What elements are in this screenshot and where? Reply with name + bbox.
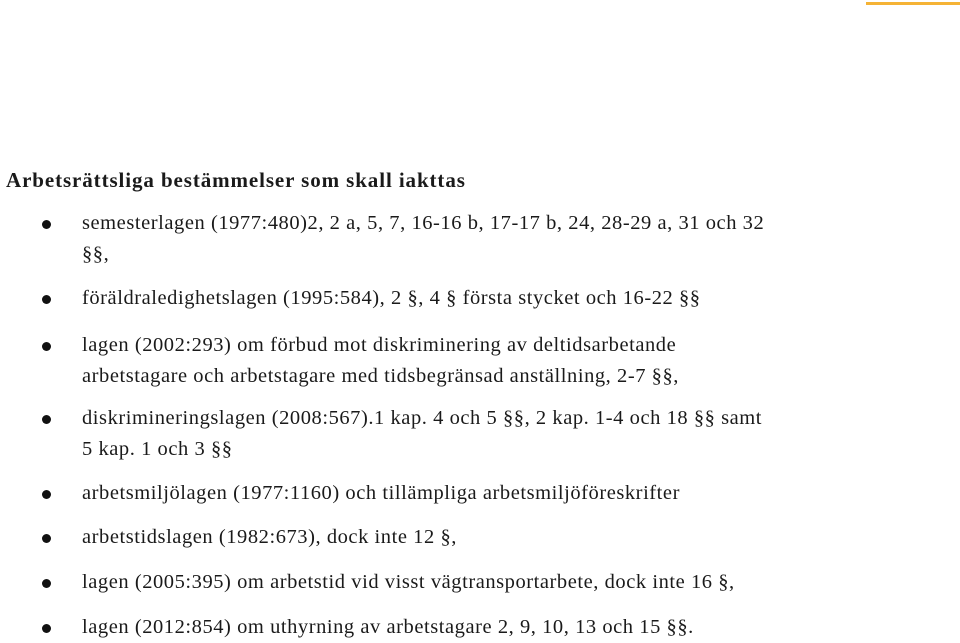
list-item-line: föräldraledighetslagen (1995:584), 2 §, 4 § första stycket och 16-22 §§: [82, 287, 701, 309]
list-item-line: arbetsmiljölagen (1977:1160) och tillämpliga arbetsmiljöföreskrifter: [82, 482, 680, 504]
section-heading: Arbetsrättsliga bestämmelser som skall iakttas: [6, 168, 466, 192]
bullet-icon: [42, 220, 51, 229]
bullet-icon: [42, 490, 51, 499]
top-accent-rule: [866, 2, 960, 5]
bullet-icon: [42, 624, 51, 633]
list-item-line: semesterlagen (1977:480)2, 2 a, 5, 7, 16-16 b, 17-17 b, 24, 28-29 a, 31 och 32: [82, 212, 765, 234]
list-item-line: lagen (2012:854) om uthyrning av arbetstagare 2, 9, 10, 13 och 15 §§.: [82, 616, 694, 638]
list-item-line: 5 kap. 1 och 3 §§: [82, 438, 233, 460]
bullet-icon: [42, 415, 51, 424]
bullet-icon: [42, 295, 51, 304]
bullet-icon: [42, 534, 51, 543]
bullet-icon: [42, 579, 51, 588]
list-item-line: arbetstagare och arbetstagare med tidsbegränsad anställning, 2-7 §§,: [82, 365, 679, 387]
list-item-line: §§,: [82, 243, 110, 265]
list-item-line: arbetstidslagen (1982:673), dock inte 12 §,: [82, 526, 457, 548]
list-item-line: diskrimineringslagen (2008:567).1 kap. 4 och 5 §§, 2 kap. 1-4 och 18 §§ samt: [82, 407, 763, 429]
bullet-icon: [42, 342, 51, 351]
list-item-line: lagen (2002:293) om förbud mot diskriminering av deltidsarbetande: [82, 334, 677, 356]
list-item-line: lagen (2005:395) om arbetstid vid visst vägtransportarbete, dock inte 16 §,: [82, 571, 735, 593]
